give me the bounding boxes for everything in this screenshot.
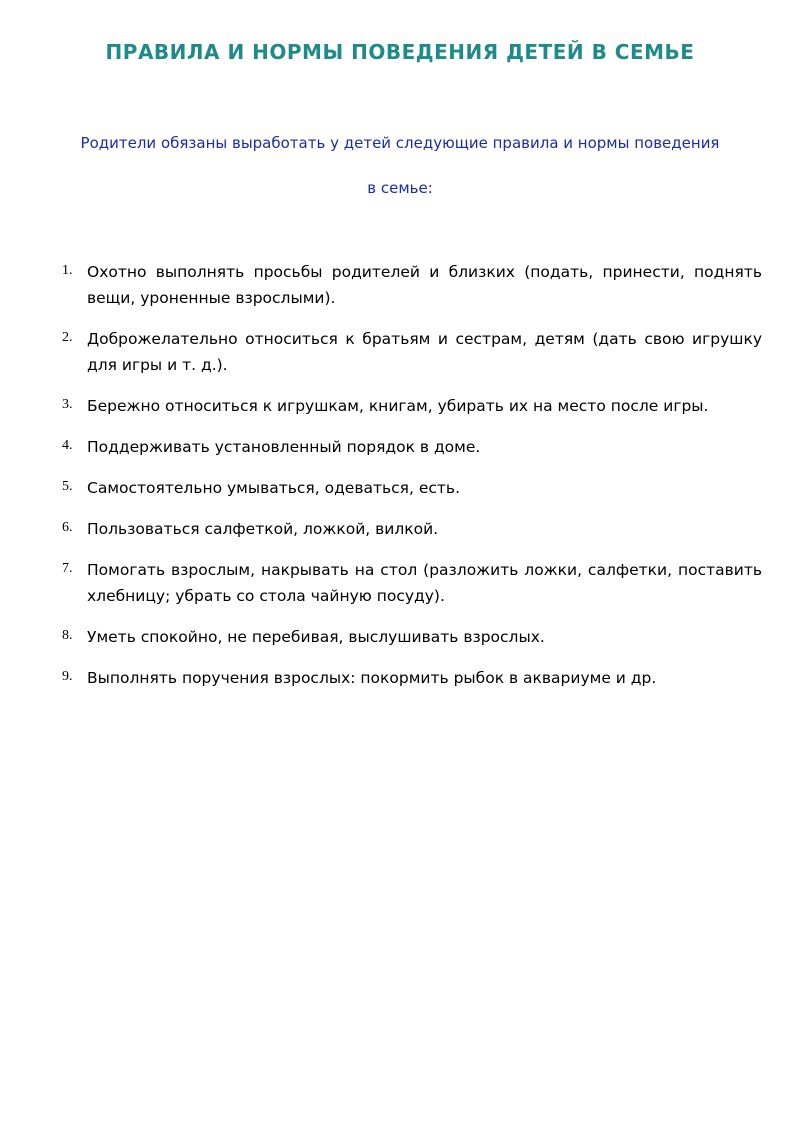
rule-number: 1. [62,263,73,278]
rule-text: Самостоятельно умываться, одеваться, есть. [87,479,460,497]
rule-text: Поддерживать установленный порядок в доме. [87,438,481,456]
rules-list [0,259,800,706]
rule-item-3 [0,393,800,419]
rule-number: 8. [62,628,73,643]
rule-text: Выполнять поручения взрослых: покормить рыбок в аквариуме и др. [87,669,657,687]
rule-number: 3. [62,397,73,412]
rule-number: 9. [62,669,73,684]
rule-item-2 [0,326,800,378]
rule-number: 7. [62,561,73,576]
rule-text: Уметь спокойно, не перебивая, выслушивать взрослых. [87,628,545,646]
rule-item-5 [0,475,800,501]
rule-item-9 [0,665,800,691]
rule-number: 2. [62,330,73,345]
rule-text: Помогать взрослым, накрывать на стол (разложить ложки, салфетки, поставить хлебницу; убрать со стола чайную посуду). [87,561,762,605]
intro-line-2: в семье: [367,179,433,197]
rule-number: 6. [62,520,73,535]
rule-item-4 [0,434,800,460]
rule-item-7 [0,557,800,609]
rule-text: Охотно выполнять просьбы родителей и близких (подать, принести, поднять вещи, уроненные взрослыми). [87,263,762,307]
rule-number: 5. [62,479,73,494]
rule-item-6 [0,516,800,542]
rule-item-8 [0,624,800,650]
rule-text: Доброжелательно относиться к братьям и сестрам, детям (дать свою игрушку для игры и т. д.). [87,330,762,374]
rule-text: Бережно относиться к игрушкам, книгам, убирать их на место после игры. [87,397,709,415]
rule-text: Пользоваться салфеткой, ложкой, вилкой. [87,520,439,538]
rule-item-1 [0,259,800,311]
document-title: ПРАВИЛА И НОРМЫ ПОВЕДЕНИЯ ДЕТЕЙ В СЕМЬЕ [105,40,695,64]
intro-line-1: Родители обязаны выработать у детей следующие правила и нормы поведения [80,134,720,152]
rule-number: 4. [62,438,73,453]
